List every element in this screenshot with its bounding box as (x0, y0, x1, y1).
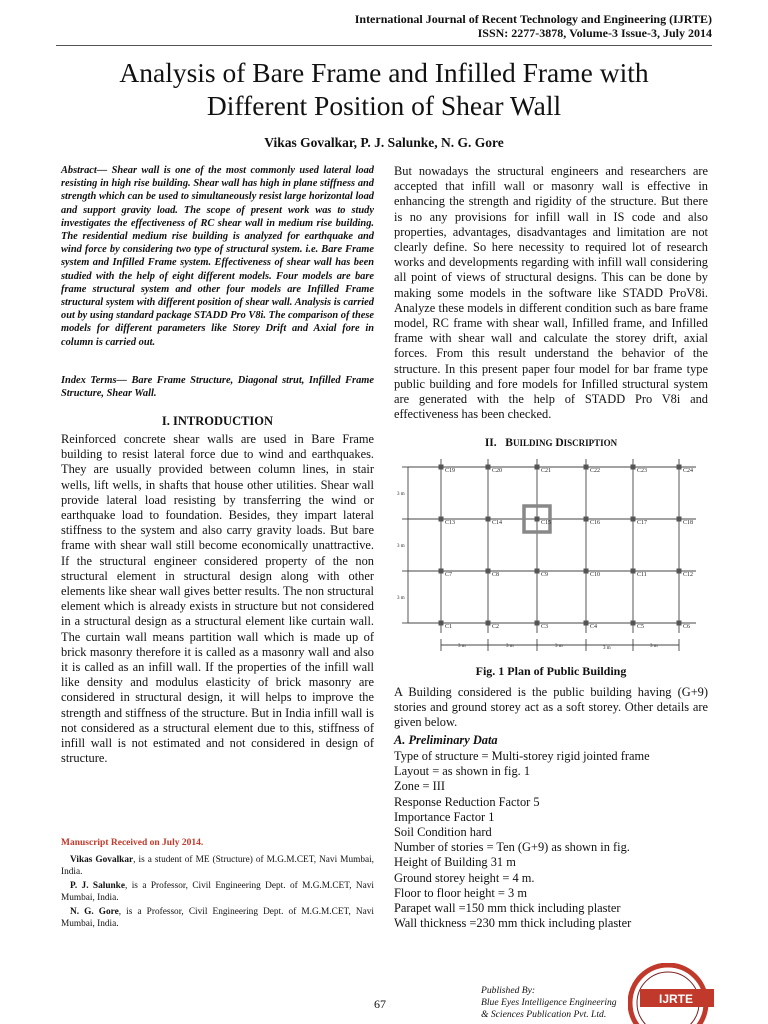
footnote-author-text: , is a student of ME (Structure) of M.G.M.CET, Navi Mumbai, India. (61, 855, 375, 877)
column-label: C6 (683, 624, 691, 630)
paper-title (40, 56, 728, 122)
column-node (584, 621, 589, 626)
index-terms: Index Terms— Bare Frame Structure, Diagonal strut, Infilled Frame Structure, Shear Wall. (61, 375, 374, 400)
preliminary-data-item: Type of structure = Multi-storey rigid jointed frame (394, 749, 650, 763)
building-plan-figure (396, 455, 711, 655)
preliminary-data-item: Soil Condition hard (394, 825, 492, 840)
footnote-author-text: , is a Professor, Civil Engineering Dept. of M.G.M.CET, Navi Mumbai, India. (61, 881, 374, 903)
section-heading-introduction: I. INTRODUCTION (161, 414, 274, 428)
footnote-author-name: P. J. Salunke (70, 881, 125, 891)
dim-label: 3 m (397, 492, 405, 497)
column-node (439, 465, 444, 470)
dim-label: 3 m (397, 596, 405, 601)
preliminary-data-item: Floor to floor height = 3 m (394, 885, 527, 900)
column-node (535, 465, 540, 470)
footnote-author-name: N. G. Gore (70, 907, 119, 917)
dim-label: 3 m (458, 644, 466, 649)
column-label: C21 (541, 468, 552, 474)
logo-text: IJRTE (658, 992, 694, 1006)
column-label: C3 (541, 624, 549, 630)
preliminary-data-item: Zone = III (394, 779, 446, 794)
preliminary-data-list (394, 749, 708, 931)
column-node (677, 517, 682, 522)
preliminary-data-item: Height of Building 31 m (394, 855, 516, 870)
journal-issn: ISSN: 2277-3878, Volume-3 Issue-3, July 2014 (477, 26, 712, 40)
column-node (631, 517, 636, 522)
footnote-author-text: , is a Professor, Civil Engineering Dept. of M.G.M.CET, Navi Mumbai, India. (61, 907, 374, 929)
column-label: C22 (590, 468, 601, 474)
column-node (677, 621, 682, 626)
publisher-line: & Sciences Publication Pvt. Ltd. (481, 1009, 607, 1021)
preliminary-data-item: Wall thickness =230 mm thick including plaster (394, 916, 632, 931)
column-label: C7 (445, 572, 453, 578)
column-node (486, 465, 491, 470)
column-label: C13 (445, 520, 456, 526)
column-node (631, 465, 636, 470)
publisher-line: Blue Eyes Intelligence Engineering (481, 997, 617, 1009)
preliminary-data-item: Number of stories = Ten (G+9) as shown in fig. (394, 840, 630, 855)
authors: Vikas Govalkar, P. J. Salunke, N. G. Gore (264, 135, 504, 150)
section-heading-building-description (394, 437, 708, 449)
column-node (535, 621, 540, 626)
heading-smallcaps-iscription: ISCRIPTION (563, 438, 618, 448)
dim-label: 3 m (397, 544, 405, 549)
manuscript-received: Manuscript Received on July 2014. (61, 838, 204, 848)
preliminary-data-item: Ground storey height = 4 m. (394, 870, 535, 885)
dim-label: 3 m (650, 644, 658, 649)
preliminary-data-item: Layout = as shown in fig. 1 (394, 764, 531, 779)
column-node (677, 569, 682, 574)
building-description: A Building considered is the public building having (G+9) stories and ground storey act as a soft storey. Other details are given below. (394, 685, 708, 730)
figure-caption: Fig. 1 Plan of Public Building (475, 664, 627, 678)
abstract: Abstract— Shear wall is one of the most commonly used lateral load resisting in high rise building. Shear wall has high in plane stiffness and strength which can be used to simultaneously resist large horizontal load and support gravity load. The scope of present work was to study investigates the effectiveness of RC shear wall in medium rise building. The residential medium rise building is analyzed for earthquake and wind force by considering two type of structural system. i.e. Bare Frame system and Infilled Frame system. Effectiveness of shear wall has been studied with the help of eight different models. Four models are bare frame structural system and other four models are Infilled Frame structural system with different position of shear wall. Analysis is carried out by using standard package STADD Pro V8i. The comparison of these models for different parameters like Storey Drift and Axial fore in column is carried out. (61, 165, 374, 348)
column-label: C2 (492, 624, 500, 630)
ijrte-logo (628, 963, 718, 1024)
footnote-author-1 (61, 854, 374, 878)
column-label: C9 (541, 572, 549, 578)
dim-label: 3 m (506, 644, 514, 649)
column-label: C1 (445, 624, 453, 630)
subsection-heading-preliminary-data: A. Preliminary Data (394, 733, 498, 747)
column-label: C19 (445, 468, 456, 474)
column-label: C18 (683, 520, 694, 526)
preliminary-data-item: Response Reduction Factor 5 (394, 794, 540, 809)
footnote-author-name: Vikas Govalkar (70, 855, 134, 865)
column-node (584, 517, 589, 522)
column-node (584, 569, 589, 574)
column-label: C8 (492, 572, 500, 578)
column-label: C12 (683, 572, 694, 578)
column-label: C24 (683, 468, 694, 474)
section-number: II. (484, 437, 497, 449)
dim-label: 3 m (603, 646, 611, 651)
publisher-line: Published By: (481, 985, 536, 996)
column-label: C11 (637, 572, 647, 578)
column-node (631, 569, 636, 574)
column-label: C10 (590, 572, 601, 578)
column-node (486, 621, 491, 626)
column-label: C4 (590, 624, 598, 630)
preliminary-data-item: Parapet wall =150 mm thick including plaster (394, 901, 621, 916)
dim-label: 3 m (555, 644, 563, 649)
heading-initial-b: B (505, 437, 513, 449)
column-node (439, 621, 444, 626)
footnote-author-3 (61, 906, 374, 930)
column-node (486, 517, 491, 522)
right-intro-text: But nowadays the structural engineers and researchers are accepted that infill wall or masonry wall is effective in enhancing the strength and rigidity of the structure. But there is no any provisions for infill wall in IS code and also properties, advantages, disadvantages and limitation are not clearly define. So here necessity to required lot of research works and developments regarding with infill wall considering all point of views of structural designs. This can be done by making some models in the software like STADD ProV8i. Analyze these models in different condition such as bare frame model, RC frame with shear wall, Infilled frame, and Infilled frame with shear wall and calculate the storey drift, axial forces. From this result understand the behavior of the structure. In this present paper four model for bar frame type public building and fore models for Infilled structural system are generated with the help of STADD Pro V8i and effectiveness has been checked. (394, 164, 708, 422)
title-line-1: Analysis of Bare Frame and Infilled Frame with (119, 57, 649, 88)
column-label: C16 (590, 520, 601, 526)
preliminary-data-item: Importance Factor 1 (394, 809, 495, 824)
column-node (535, 517, 540, 522)
column-label: C15 (541, 520, 552, 526)
column-node (439, 517, 444, 522)
column-node (677, 465, 682, 470)
column-label: C17 (637, 520, 648, 526)
column-label: C23 (637, 468, 648, 474)
column-node (584, 465, 589, 470)
header-divider (56, 45, 712, 46)
publisher-info (481, 985, 617, 1022)
journal-name: International Journal of Recent Technology and Engineering (IJRTE) (354, 12, 712, 26)
column-label: C20 (492, 468, 503, 474)
heading-initial-d: D (555, 437, 564, 449)
heading-smallcaps-uilding: UILDING (512, 438, 553, 448)
column-node (631, 621, 636, 626)
column-node (486, 569, 491, 574)
introduction-text: Reinforced concrete shear walls are used in Bare Frame building to resist lateral force due to wind and earthquakes. They are usually provided between column lines, in stair wells, lift wells, in shafts that house other utilities. Shear wall provide lateral load resisting by transferring the wind or earthquake load to foundation. Besides, they impart lateral stiffness to the system and also carry gravity loads. But bare frame with shear wall still become economically unattractive. If the structural engineer considered property of the non structural element in structural design along with other elements like shear wall gives better results. The non structural element which is already exists in structure but not considered in a structural design as a structural element like curtain wall. The curtain wall means partition wall which is made up of brick masonry therefore it is called as a masonry wall and also it is called as an infill wall. If the properties of the infill wall like density and modulus elasticity of brick masonry are considered in structural design, it will helps to improve the strength and stiffness of the structure. But in India infill wall is not considered as a structural element due to this, stiffness of infill wall is not estimated and not considered in design of structure. (61, 432, 374, 766)
column-label: C5 (637, 624, 645, 630)
footnote-author-2 (61, 880, 374, 904)
column-node (535, 569, 540, 574)
page-number: 67 (374, 997, 386, 1011)
column-label: C14 (492, 520, 503, 526)
column-node (439, 569, 444, 574)
title-line-2: Different Position of Shear Wall (206, 90, 562, 121)
